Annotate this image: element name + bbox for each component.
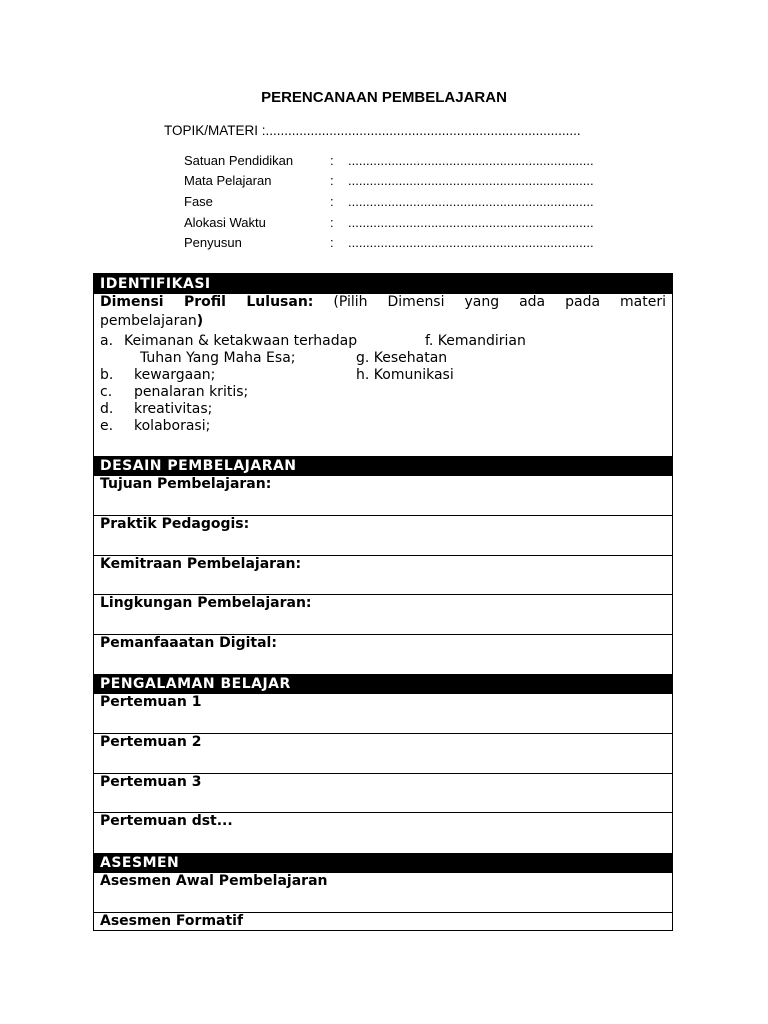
topik-materi-field[interactable]: TOPIK/MATERI :.................................................................................... (164, 123, 581, 138)
field-kemitraan-pembelajaran[interactable]: Kemitraan Pembelajaran: (94, 556, 672, 595)
dimensi-profil-line1 (100, 294, 666, 311)
field-pertemuan-3[interactable]: Pertemuan 3 (94, 774, 672, 813)
section-header-asesmen: ASESMEN (94, 853, 672, 873)
field-tujuan-pembelajaran[interactable]: Tujuan Pembelajaran: (94, 476, 672, 516)
meta-value-field[interactable]: .................................................................... (348, 193, 594, 209)
field-asesmen-formatif[interactable]: Asesmen Formatif (100, 913, 244, 929)
meta-colon: : (330, 235, 334, 251)
option-a[interactable]: Keimanan & ketakwaan terhadap (124, 333, 358, 349)
meta-value-field[interactable]: .................................................................... (348, 214, 594, 230)
option-b-prefix: b. (100, 367, 114, 383)
option-a-cont: Tuhan Yang Maha Esa; (140, 350, 296, 366)
dimensi-label: Dimensi Profil Lulusan: (100, 294, 314, 310)
field-pertemuan-1[interactable]: Pertemuan 1 (94, 694, 672, 734)
section-header-pengalaman: PENGALAMAN BELAJAR (94, 674, 672, 694)
page-title: PERENCANAAN PEMBELAJARAN (261, 89, 507, 106)
meta-label: Penyusun (184, 235, 242, 251)
meta-row-alokasi-waktu (184, 212, 594, 233)
meta-row-penyusun (184, 232, 594, 253)
option-e-prefix: e. (100, 418, 114, 434)
field-asesmen-awal[interactable]: Asesmen Awal Pembelajaran (94, 873, 672, 913)
meta-label: Alokasi Waktu (184, 214, 266, 230)
section-header-desain: DESAIN PEMBELAJARAN (94, 456, 672, 476)
option-b[interactable]: kewargaan; (134, 367, 216, 383)
meta-colon: : (330, 214, 334, 230)
meta-label: Fase (184, 193, 213, 209)
field-pemanfaatan-digital[interactable]: Pemanfaaatan Digital: (100, 635, 277, 651)
field-pertemuan-2[interactable]: Pertemuan 2 (94, 734, 672, 774)
option-h[interactable]: h. Komunikasi (356, 367, 454, 383)
option-e[interactable]: kolaborasi; (134, 418, 211, 434)
meta-row-mata-pelajaran (184, 171, 594, 192)
option-f[interactable]: f. Kemandirian (425, 333, 526, 349)
option-d-prefix: d. (100, 401, 114, 417)
field-lingkungan-pembelajaran[interactable]: Lingkungan Pembelajaran: (94, 595, 672, 635)
meta-colon: : (330, 193, 334, 209)
dimensi-note: (Pilih Dimensi yang ada pada materi (333, 294, 667, 310)
dimensi-profil-line2 (100, 313, 666, 330)
option-a-prefix: a. (100, 333, 114, 349)
field-praktik-pedagogis[interactable]: Praktik Pedagogis: (94, 516, 672, 556)
section-header-identifikasi: IDENTIFIKASI (94, 274, 672, 294)
metadata-block (184, 150, 594, 253)
dimensi-note-cont: pembelajaran (100, 313, 197, 329)
lesson-plan-form (93, 273, 673, 931)
meta-label: Mata Pelajaran (184, 173, 272, 189)
meta-value-field[interactable]: .................................................................... (348, 152, 594, 168)
meta-value-field[interactable]: .................................................................... (348, 235, 594, 251)
meta-value-field[interactable]: .................................................................... (348, 173, 594, 189)
meta-colon: : (330, 152, 334, 168)
dimensi-note-close: ) (196, 313, 204, 329)
field-pertemuan-dst[interactable]: Pertemuan dst... (100, 813, 233, 829)
option-c-prefix: c. (100, 384, 113, 400)
meta-colon: : (330, 173, 334, 189)
meta-row-satuan-pendidikan (184, 150, 594, 171)
meta-row-fase (184, 191, 594, 212)
option-g[interactable]: g. Kesehatan (356, 350, 448, 366)
option-d[interactable]: kreativitas; (134, 401, 213, 417)
option-c[interactable]: penalaran kritis; (134, 384, 249, 400)
meta-label: Satuan Pendidikan (184, 152, 294, 168)
